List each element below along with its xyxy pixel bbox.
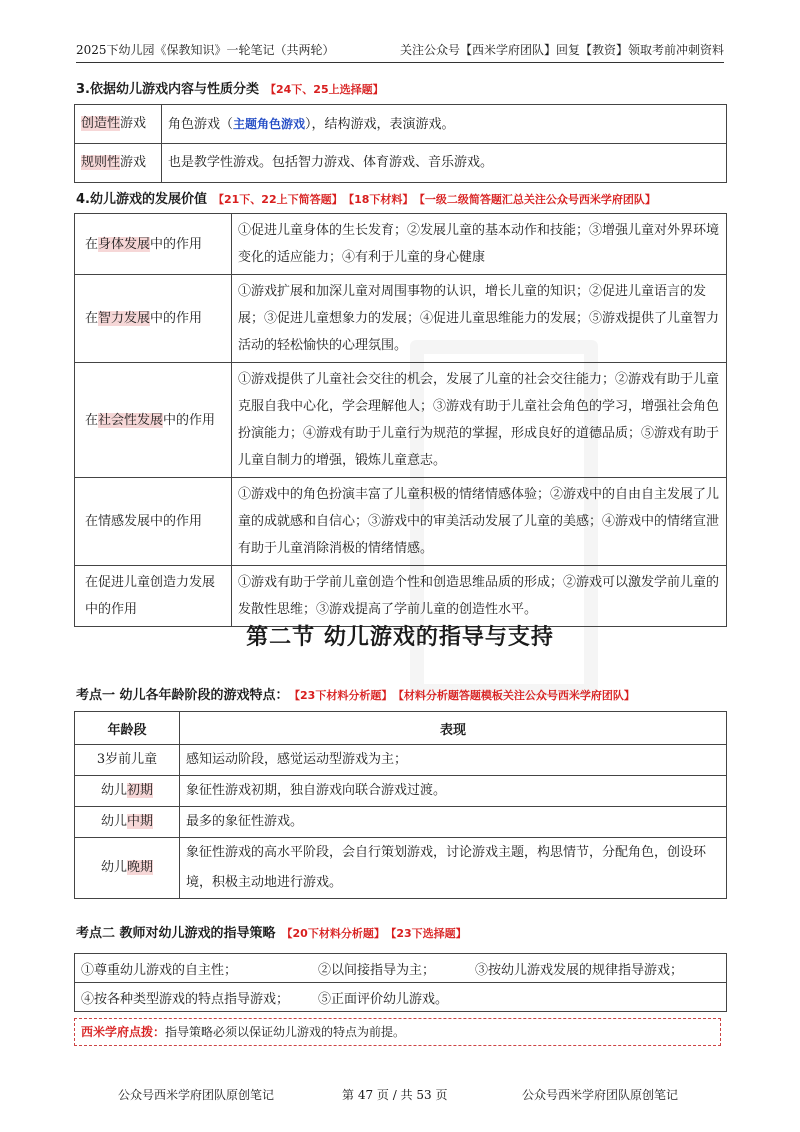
description-cell: 角色游戏（主题角色游戏），结构游戏，表演游戏。 bbox=[162, 105, 727, 144]
aspect-cell: 在社会性发展中的作用 bbox=[75, 363, 232, 478]
table-header-row bbox=[75, 712, 727, 745]
section3-tag: 【24下、25上选择题】 bbox=[264, 83, 384, 96]
col-desc-header: 表现 bbox=[180, 712, 727, 745]
table-row bbox=[75, 983, 727, 1012]
value-cell: ①游戏扩展和加深儿童对周围事物的认识，增长儿童的知识；②促进儿童语言的发展；③促进儿童想象力的发展；④促进儿童思维能力的发展；⑤游戏提供了儿童智力活动的轻松愉快的心理氛围。 bbox=[232, 275, 727, 363]
table-row bbox=[75, 478, 727, 566]
strategy-item: ⑤正面评价幼儿游戏。 bbox=[312, 983, 469, 1012]
empty-cell bbox=[469, 983, 727, 1012]
strategy-item: ④按各种类型游戏的特点指导游戏； bbox=[75, 983, 313, 1012]
age-cell: 幼儿晚期 bbox=[75, 838, 180, 899]
desc-cell: 最多的象征性游戏。 bbox=[180, 807, 727, 838]
desc-cell: 象征性游戏初期，独自游戏向联合游戏过渡。 bbox=[180, 776, 727, 807]
classification-table bbox=[74, 104, 727, 183]
section4-heading: 4.幼儿游戏的发展价值 【21下、22上下简答题】 【18下材料】 【一级二级简答题汇总关注公众号西米学府团队】 bbox=[76, 192, 656, 207]
strategy-item: ①尊重幼儿游戏的自主性； bbox=[75, 954, 313, 983]
value-cell: ①促进儿童身体的生长发育；②发展儿童的基本动作和技能；③增强儿童对外界环境变化的适应能力；④有利于儿童的身心健康 bbox=[232, 214, 727, 275]
strategy-item: ③按幼儿游戏发展的规律指导游戏； bbox=[469, 954, 727, 983]
section3-heading: 3.依据幼儿游戏内容与性质分类 【24下、25上选择题】 bbox=[76, 82, 384, 97]
value-cell: ①游戏有助于学前儿童创造个性和创造思维品质的形成；②游戏可以激发学前儿童的发散性思维；③游戏提高了学前儿童的创造性水平。 bbox=[232, 566, 727, 627]
desc-cell: 感知运动阶段，感觉运动型游戏为主； bbox=[180, 745, 727, 776]
table-row bbox=[75, 807, 727, 838]
table-row bbox=[75, 144, 727, 183]
age-cell: 幼儿初期 bbox=[75, 776, 180, 807]
footer-page: 第 47 页 / 共 53 页 bbox=[342, 1088, 448, 1102]
table-row bbox=[75, 105, 727, 144]
category-cell: 规则性游戏 bbox=[75, 144, 162, 183]
age-cell: 幼儿中期 bbox=[75, 807, 180, 838]
table-row bbox=[75, 745, 727, 776]
age-stage-table bbox=[74, 711, 727, 899]
strategy-item: ②以间接指导为主； bbox=[312, 954, 469, 983]
page-header bbox=[76, 40, 724, 63]
table-row bbox=[75, 566, 727, 627]
table-row bbox=[75, 954, 727, 983]
description-cell: 也是教学性游戏。包括智力游戏、体育游戏、音乐游戏。 bbox=[162, 144, 727, 183]
category-cell: 创造性游戏 bbox=[75, 105, 162, 144]
tip-label: 西米学府点拨： bbox=[81, 1025, 166, 1039]
aspect-cell: 在促进儿童创造力发展中的作用 bbox=[75, 566, 232, 627]
development-value-table bbox=[74, 213, 727, 627]
table-row bbox=[75, 363, 727, 478]
value-cell: ①游戏中的角色扮演丰富了儿童积极的情绪情感体验；②游戏中的自由自主发展了儿童的成就感和自信心；③游戏中的审美活动发展了儿童的美感；④游戏中的情绪宣泄有助于儿童消除消极的情绪情感。 bbox=[232, 478, 727, 566]
table-row bbox=[75, 776, 727, 807]
col-age-header: 年龄段 bbox=[75, 712, 180, 745]
footer-right: 公众号西米学府团队原创笔记 bbox=[522, 1088, 679, 1102]
tip-text: 指导策略必须以保证幼儿游戏的特点为前提。 bbox=[165, 1025, 406, 1039]
header-right: 关注公众号【西米学府团队】回复【教资】领取考前冲刺资料 bbox=[399, 43, 724, 57]
table-row bbox=[75, 838, 727, 899]
age-cell: 3岁前儿童 bbox=[75, 745, 180, 776]
aspect-cell: 在智力发展中的作用 bbox=[75, 275, 232, 363]
table-row bbox=[75, 275, 727, 363]
table-row bbox=[75, 214, 727, 275]
header-left: 2025下幼儿园《保教知识》一轮笔记（共两轮） bbox=[76, 43, 335, 57]
aspect-cell: 在身体发展中的作用 bbox=[75, 214, 232, 275]
point1-heading: 考点一 幼儿各年龄阶段的游戏特点： 【23下材料分析题】 【材料分析题答题模板关注公众号西米学府团队】 bbox=[76, 688, 635, 703]
section-title: 第二节 幼儿游戏的指导与支持 bbox=[246, 625, 554, 650]
strategy-table bbox=[74, 953, 727, 1012]
desc-cell: 象征性游戏的高水平阶段，会自行策划游戏，讨论游戏主题，构思情节，分配角色，创设环境，积极主动地进行游戏。 bbox=[180, 838, 727, 899]
footer-left: 公众号西米学府团队原创笔记 bbox=[118, 1088, 275, 1102]
aspect-cell: 在情感发展中的作用 bbox=[75, 478, 232, 566]
value-cell: ①游戏提供了儿童社会交往的机会，发展了儿童的社会交往能力；②游戏有助于儿童克服自我中心化，学会理解他人；③游戏有助于儿童社会角色的学习，增强社会角色扮演能力；④游戏有助于儿童行为规范的掌握，形成良好的道德品质；⑤游戏有助于儿童自制力的增强，锻炼儿童意志。 bbox=[232, 363, 727, 478]
point2-heading: 考点二 教师对幼儿游戏的指导策略 【20下材料分析题】 【23下选择题】 bbox=[76, 926, 467, 941]
tip-box bbox=[74, 1018, 721, 1046]
